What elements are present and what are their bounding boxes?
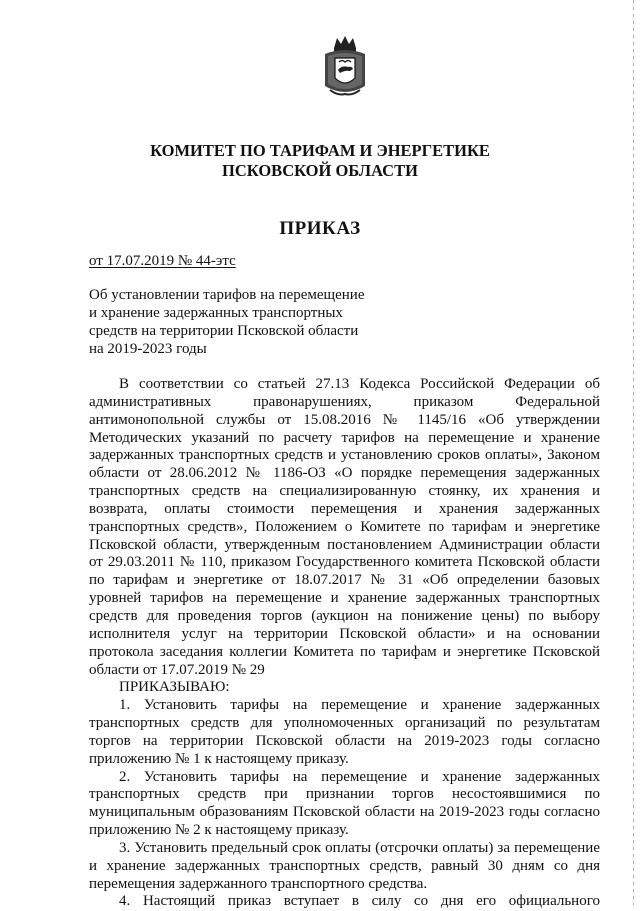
org-name-line2: ПСКОВСКОЙ ОБЛАСТИ xyxy=(222,161,418,180)
subject-line: Об установлении тарифов на перемещение xyxy=(89,287,365,303)
preamble-paragraph: В соответствии со статьей 27.13 Кодекса Российской Федерации об административных правонарушениях, приказом Федеральной антимонопольной службы от 15.08.2016 № 1145/16 «Об утверждении Методических указаний по расчету тарифов на перемещение и хранение задержанных транспортных средств и установлению сроков оплаты», Законом области от 28.06.2012 № 1186-ОЗ «О порядке перемещения задержанных транспортных средств на специализированную стоянку, их хранения и возврата, оплаты стоимости перемещения и хранения задержанных транспортных средств», Положением о Комитете по тарифам и энергетике Псковской области, утвержденным постановлением Администрации области от 29.03.2011 № 110, приказом Государственного комитета Псковской области по тарифам и энергетике от 18.07.2017 № 31 «Об определении базовых уровней тарифов на перемещение и хранение задержанных транспортных средств для проведения торгов (аукцион на понижение цены) по выбору исполнителя услуг на территории Псковской области» и на основании протокола заседания коллегии Комитета по тарифам и энергетике Псковской области от 17.07.2019 № 29 xyxy=(89,376,600,678)
order-date-number: от 17.07.2019 № 44-этс xyxy=(89,253,236,269)
order-item: 2. Установить тарифы на перемещение и хранение задержанных транспортных средств при признании торгов несостоявшимися по муниципальным образованиям Псковской области на 2019-2023 годы согласно приложению № 2 к настоящему приказу. xyxy=(89,768,600,839)
scan-edge xyxy=(633,0,634,905)
order-item: 3. Установить предельный срок оплаты (отсрочки оплаты) за перемещение и хранение задержанных транспортных средств, равный 30 дням со дня перемещения задержанного транспортного средства. xyxy=(89,839,600,892)
document-body xyxy=(89,376,600,911)
order-item: 1. Установить тарифы на перемещение и хранение задержанных транспортных средств для уполномоченных организаций по результатам торгов на территории Псковской области на 2019-2023 годы согласно приложению № 1 к настоящему приказу. xyxy=(89,697,600,767)
org-name xyxy=(0,141,640,181)
subject-line: и хранение задержанных транспортных xyxy=(89,305,343,321)
document-title: ПРИКАЗ xyxy=(279,218,361,239)
org-name-line1: КОМИТЕТ ПО ТАРИФАМ И ЭНЕРГЕТИКЕ xyxy=(150,141,490,160)
order-item: 4. Настоящий приказ вступает в силу со дня его официального xyxy=(119,893,600,910)
subject-line: на 2019-2023 годы xyxy=(89,341,207,357)
pskov-coat-of-arms-icon xyxy=(322,34,368,100)
order-subject xyxy=(89,286,389,358)
order-word: ПРИКАЗЫВАЮ: xyxy=(119,679,230,696)
subject-line: средств на территории Псковской области xyxy=(89,323,359,339)
